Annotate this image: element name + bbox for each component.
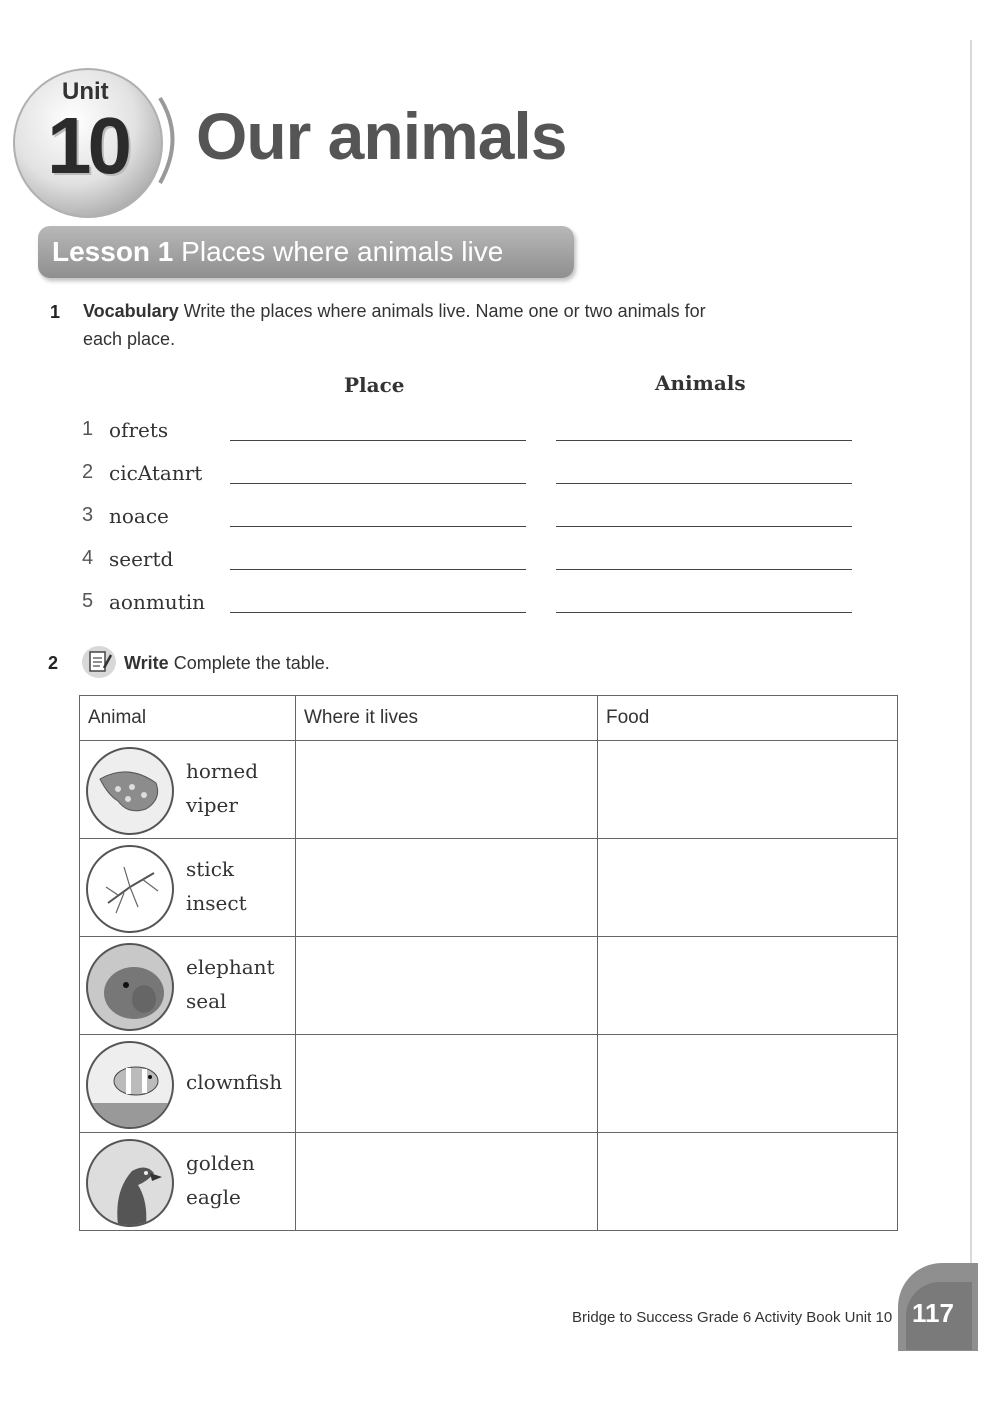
table-row xyxy=(80,1035,898,1133)
page-number: 117 xyxy=(912,1298,954,1328)
page-title: Our animals xyxy=(196,99,567,173)
animal-cell xyxy=(80,1035,296,1133)
table-header-row xyxy=(80,696,898,741)
animal-cell xyxy=(80,839,296,937)
where-it-lives-cell[interactable] xyxy=(296,1035,598,1133)
exercise-1-text-2: each place. xyxy=(83,329,176,349)
place-answer-line[interactable] xyxy=(230,440,526,441)
food-cell[interactable] xyxy=(598,1133,898,1231)
where-it-lives-cell[interactable] xyxy=(296,937,598,1035)
vocab-row xyxy=(82,590,862,620)
exercise-1-instruction xyxy=(83,297,863,353)
food-cell[interactable] xyxy=(598,937,898,1035)
unit-label: Unit xyxy=(62,78,109,105)
lesson-title: Places where animals live xyxy=(181,236,504,267)
exercise-2-instruction xyxy=(124,649,330,677)
table-row xyxy=(80,937,898,1035)
horned-viper-image xyxy=(86,747,174,835)
where-it-lives-cell[interactable] xyxy=(296,1133,598,1231)
animal-cell xyxy=(80,741,296,839)
vocab-row xyxy=(82,504,862,534)
scrambled-word: cicAtanrt xyxy=(109,461,203,485)
where-it-lives-cell[interactable] xyxy=(296,741,598,839)
vocab-row xyxy=(82,461,862,491)
vocab-row xyxy=(82,547,862,577)
column-animals: Animals xyxy=(655,371,746,395)
golden-eagle-image xyxy=(86,1139,174,1227)
scrambled-word: noace xyxy=(109,504,169,528)
column-place: Place xyxy=(344,373,405,397)
page-edge xyxy=(970,40,972,1340)
animals-answer-line[interactable] xyxy=(556,483,852,484)
exercise-1-heading: Vocabulary xyxy=(83,301,179,321)
scrambled-word: aonmutin xyxy=(109,590,206,614)
table-row xyxy=(80,839,898,937)
food-cell[interactable] xyxy=(598,839,898,937)
table-row xyxy=(80,741,898,839)
food-cell[interactable] xyxy=(598,741,898,839)
animal-name: golden eagle xyxy=(186,1151,255,1209)
place-answer-line[interactable] xyxy=(230,612,526,613)
lesson-heading xyxy=(52,236,503,268)
animals-table xyxy=(79,695,898,1231)
animal-name: horned viper xyxy=(186,759,259,817)
animals-answer-line[interactable] xyxy=(556,526,852,527)
food-cell[interactable] xyxy=(598,1035,898,1133)
lesson-label: Lesson 1 xyxy=(52,236,174,267)
animal-name: clownfish xyxy=(186,1070,283,1094)
column-animal: Animal xyxy=(80,696,296,741)
exercise-2-text: Complete the table. xyxy=(173,653,330,673)
place-answer-line[interactable] xyxy=(230,483,526,484)
vocab-number: 5 xyxy=(82,590,94,612)
vocab-number: 3 xyxy=(82,504,94,526)
animals-answer-line[interactable] xyxy=(556,440,852,441)
vocab-number: 2 xyxy=(82,461,94,483)
scrambled-word: seertd xyxy=(109,547,174,571)
vocab-row xyxy=(82,418,862,448)
vocab-number: 1 xyxy=(82,418,94,440)
animal-name: elephant seal xyxy=(186,955,275,1013)
where-it-lives-cell[interactable] xyxy=(296,839,598,937)
animal-name: stick insect xyxy=(186,857,247,915)
animals-answer-line[interactable] xyxy=(556,569,852,570)
column-where-it-lives: Where it lives xyxy=(296,696,598,741)
scrambled-word: ofrets xyxy=(109,418,169,442)
stick-insect-image xyxy=(86,845,174,933)
animal-cell xyxy=(80,1133,296,1231)
exercise-2-heading: Write xyxy=(124,653,169,673)
unit-number: 10 xyxy=(47,101,128,190)
animal-cell xyxy=(80,937,296,1035)
elephant-seal-image xyxy=(86,943,174,1031)
animals-answer-line[interactable] xyxy=(556,612,852,613)
place-answer-line[interactable] xyxy=(230,526,526,527)
vocab-number: 4 xyxy=(82,547,94,569)
footer-text: Bridge to Success Grade 6 Activity Book Unit 10 xyxy=(572,1309,893,1326)
exercise-2-number: 2 xyxy=(48,653,59,673)
notepad-pencil-icon xyxy=(82,646,116,678)
exercise-1-number: 1 xyxy=(50,302,61,322)
table-row xyxy=(80,1133,898,1231)
exercise-1-text: Write the places where animals live. Name one or two animals for xyxy=(183,301,706,321)
column-food: Food xyxy=(598,696,898,741)
clownfish-image xyxy=(86,1041,174,1129)
place-answer-line[interactable] xyxy=(230,569,526,570)
write-icon xyxy=(82,646,116,678)
